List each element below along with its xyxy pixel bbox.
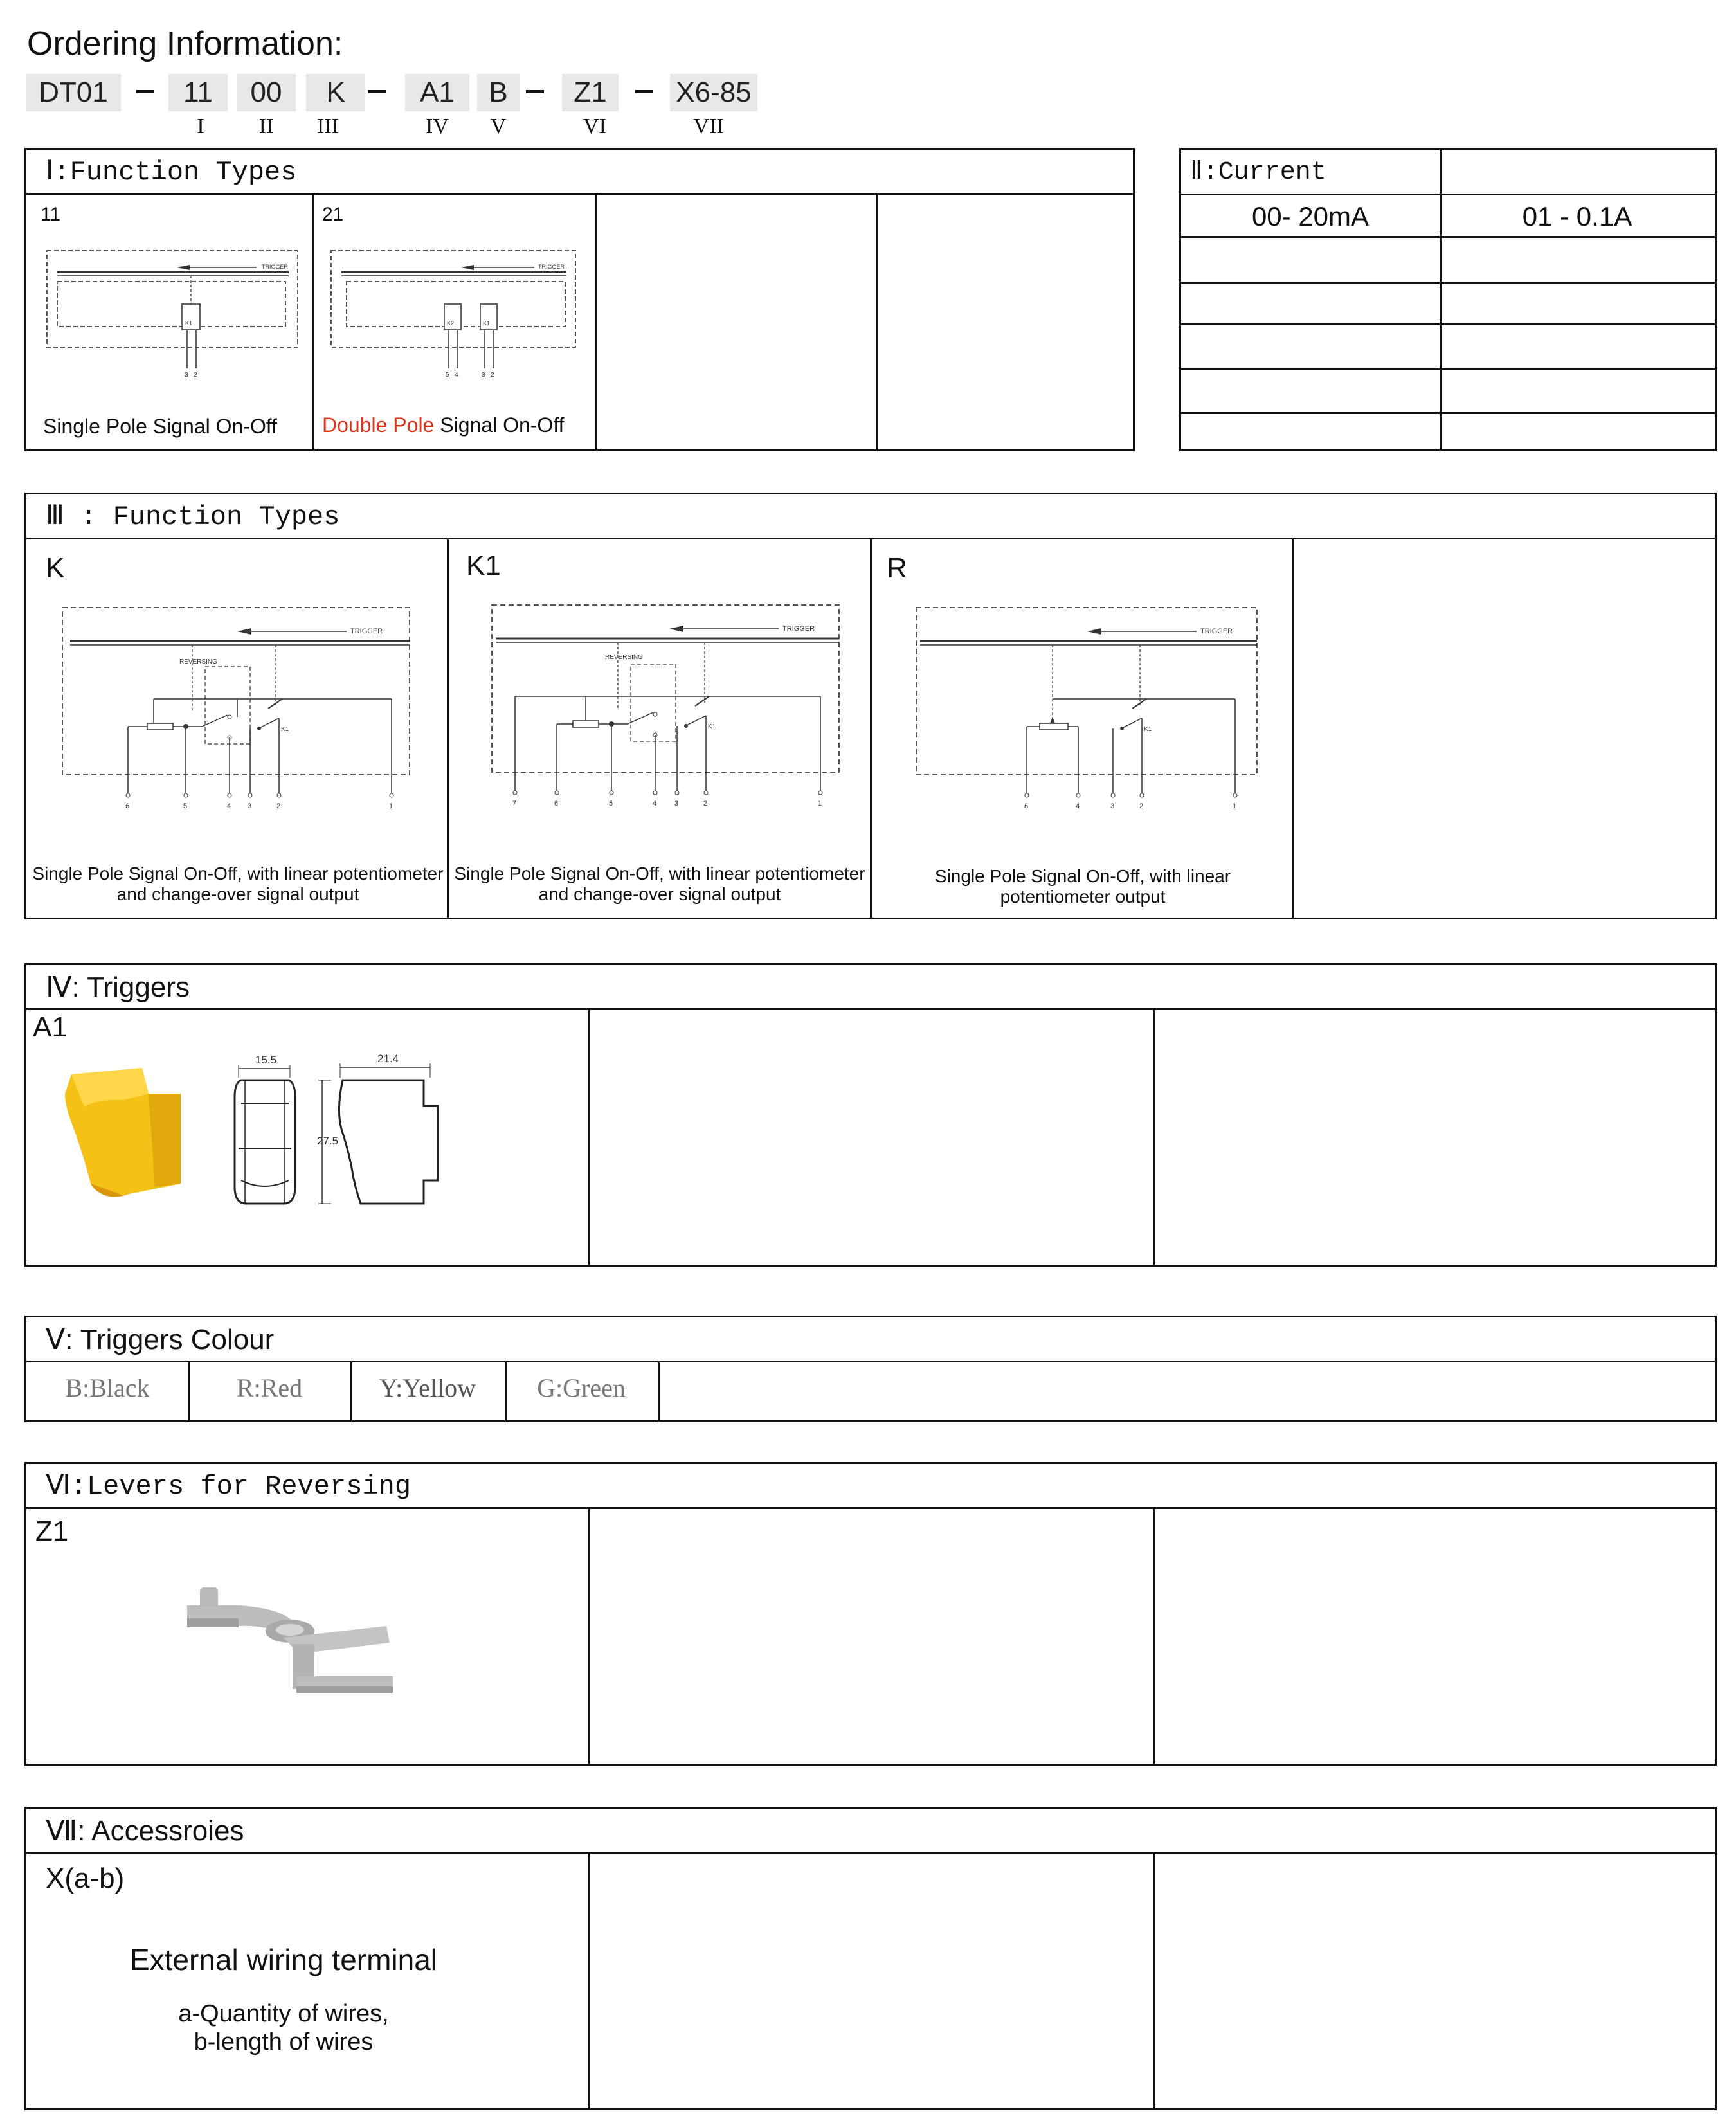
section-header: Ⅳ: Triggers [26, 965, 1715, 1010]
code-dash [526, 90, 544, 93]
current-value: 01 - 0.1A [1522, 201, 1632, 231]
roman-3: III [317, 114, 339, 138]
svg-text:5: 5 [183, 802, 188, 810]
cell-caption [30, 864, 446, 905]
divider [870, 538, 872, 918]
svg-text:6: 6 [125, 802, 130, 810]
divider [588, 1009, 590, 1265]
svg-text:4: 4 [653, 800, 657, 808]
svg-text:5: 5 [446, 372, 449, 378]
caption-line: Single Pole Signal On-Off, with linear potentiometer [454, 864, 865, 883]
current-value: 00- 20mA [1251, 201, 1370, 231]
svg-text:2: 2 [194, 372, 197, 378]
svg-text:1: 1 [818, 800, 822, 808]
roman-5: V [490, 114, 507, 138]
k1-circuit-diagram [476, 600, 849, 818]
caption-rest: Signal On-Off [440, 413, 565, 437]
divider [1153, 1009, 1155, 1265]
svg-text:2: 2 [1139, 802, 1144, 810]
svg-text:K1: K1 [185, 320, 193, 327]
svg-text:K1: K1 [708, 723, 716, 730]
svg-text:2: 2 [491, 372, 494, 378]
roman-7: VII [693, 114, 724, 138]
svg-text:15.5: 15.5 [255, 1054, 277, 1066]
section-header: Ⅱ:Current [1190, 158, 1326, 187]
code-part-function: 11 [168, 74, 228, 111]
cell-caption: Single Pole Signal On-Off [43, 415, 278, 438]
accessory-line: b-length of wires [194, 2029, 374, 2056]
colour-green: G:Green [537, 1373, 626, 1402]
svg-text:K2: K2 [447, 320, 455, 327]
svg-text:4: 4 [455, 372, 458, 378]
code-part-colour: B [477, 74, 520, 111]
k-circuit-diagram [57, 602, 430, 815]
roman-1: I [197, 114, 204, 138]
code-part-dt01: DT01 [26, 74, 121, 111]
svg-text:7: 7 [512, 800, 517, 808]
svg-text:TRIGGER: TRIGGER [782, 625, 815, 633]
divider [588, 1508, 590, 1764]
roman-2: II [258, 114, 274, 138]
section-levers [24, 1462, 1717, 1766]
svg-text:2: 2 [276, 802, 281, 810]
accessory-title: External wiring terminal [129, 1943, 438, 1976]
svg-text:3: 3 [1110, 802, 1115, 810]
lever-image [168, 1580, 425, 1708]
section-header: Ⅵ:Levers for Reversing [26, 1464, 1715, 1509]
divider [588, 1852, 590, 2108]
cell-caption-double [322, 413, 565, 437]
code-dash [635, 90, 653, 93]
svg-text:2: 2 [703, 800, 708, 808]
roman-4: IV [426, 114, 449, 138]
row-line [1181, 236, 1715, 238]
svg-text:TRIGGER: TRIGGER [538, 264, 565, 270]
section-header: Ⅰ:Function Types [26, 150, 1133, 195]
colour-red: R:Red [236, 1373, 303, 1402]
row-line [1181, 412, 1715, 414]
code-part-accessory: X6-85 [670, 74, 757, 111]
divider [312, 194, 314, 449]
svg-text:TRIGGER: TRIGGER [262, 264, 289, 270]
r-circuit-diagram [901, 602, 1274, 815]
row-line [1181, 368, 1715, 370]
svg-text:TRIGGER: TRIGGER [1200, 628, 1233, 635]
svg-text:3: 3 [482, 372, 485, 378]
row-line [1181, 194, 1715, 195]
svg-text:3: 3 [674, 800, 679, 808]
row-line [1181, 323, 1715, 325]
roman-6: VI [583, 114, 606, 138]
double-pole-diagram [329, 249, 586, 378]
svg-text:1: 1 [1233, 802, 1237, 810]
section-function-types-3 [24, 493, 1717, 919]
code-part-current: 00 [237, 74, 296, 111]
cell-code: A1 [33, 1011, 68, 1043]
svg-text:K1: K1 [483, 320, 491, 327]
caption-red: Double Pole [322, 413, 435, 437]
svg-text:TRIGGER: TRIGGER [350, 628, 383, 635]
cell-code: K [46, 552, 65, 584]
section-header: Ⅲ : Function Types [26, 494, 1715, 539]
divider [595, 194, 597, 449]
section-accessories [24, 1807, 1717, 2110]
code-dash [368, 90, 386, 93]
code-part-type: K [306, 74, 365, 111]
svg-text:6: 6 [554, 800, 559, 808]
page-title: Ordering Information: [27, 25, 343, 62]
svg-text:21.4: 21.4 [377, 1053, 399, 1065]
section-header: Ⅶ: Accessroies [26, 1809, 1715, 1854]
section-current [1179, 148, 1717, 451]
colour-yellow: Y:Yellow [379, 1373, 476, 1402]
svg-text:4: 4 [1076, 802, 1080, 810]
section-triggers-colour [24, 1316, 1717, 1422]
cell-caption [874, 866, 1292, 907]
colour-black: B:Black [65, 1373, 150, 1402]
section-triggers [24, 963, 1717, 1267]
caption-line: Single Pole Signal On-Off, with linear potentiometer [32, 864, 444, 883]
section-header: Ⅴ: Triggers Colour [26, 1317, 1715, 1362]
cell-code: 21 [322, 204, 344, 225]
svg-text:3: 3 [248, 802, 252, 810]
svg-text:REVERSING: REVERSING [179, 658, 217, 665]
caption-line: and change-over signal output [116, 884, 359, 904]
cell-code: 11 [41, 204, 61, 225]
row-line [1181, 282, 1715, 284]
cell-code: R [887, 552, 907, 584]
caption-line: and change-over signal output [538, 884, 781, 904]
code-dash [136, 90, 154, 93]
divider [1292, 538, 1294, 918]
caption-line: Single Pole Signal On-Off, with linear [934, 866, 1231, 886]
svg-text:3: 3 [185, 372, 188, 378]
divider [1153, 1508, 1155, 1764]
section-function-types [24, 148, 1135, 451]
svg-text:5: 5 [609, 800, 613, 808]
cell-code: K1 [466, 550, 501, 581]
svg-text:K1: K1 [1144, 726, 1152, 733]
svg-text:27.5: 27.5 [317, 1135, 339, 1147]
svg-text:4: 4 [227, 802, 231, 810]
trigger-yellow-image [46, 1055, 206, 1209]
caption-line: potentiometer output [1000, 887, 1166, 907]
single-pole-diagram [44, 249, 302, 378]
svg-text:1: 1 [389, 802, 393, 810]
svg-text:6: 6 [1024, 802, 1029, 810]
accessory-line: a-Quantity of wires, [178, 2000, 389, 2027]
code-part-trigger: A1 [405, 74, 469, 111]
divider [1153, 1852, 1155, 2108]
svg-text:K1: K1 [281, 726, 289, 733]
divider [658, 1361, 660, 1420]
trigger-dimension-drawing [226, 1052, 496, 1219]
code-part-lever: Z1 [562, 74, 619, 111]
cell-caption [451, 864, 869, 905]
svg-text:REVERSING: REVERSING [605, 654, 643, 661]
cell-code: Z1 [35, 1515, 69, 1547]
divider [447, 538, 449, 918]
divider [876, 194, 878, 449]
cell-code: X(a-b) [46, 1863, 125, 1894]
